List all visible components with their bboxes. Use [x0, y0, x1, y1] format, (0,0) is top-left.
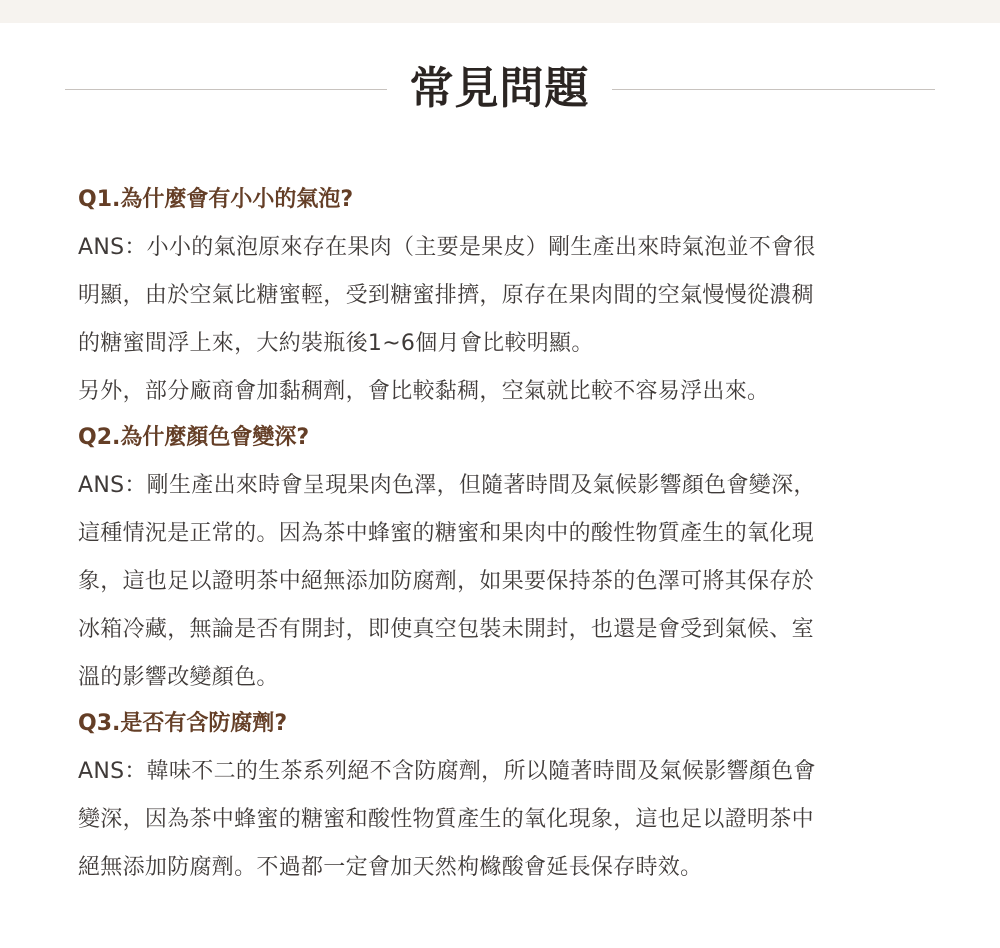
faq-question: Q3.是否有含防腐劑? — [78, 711, 288, 736]
faq-answer-line: ANS：剛生產出來時會呈現果肉色澤，但隨著時間及氣候影響顏色會變深， — [78, 473, 816, 498]
title-divider-right — [612, 89, 935, 90]
top-background-strip — [0, 0, 1000, 23]
faq-question: Q2.為什麼顏色會變深? — [78, 425, 310, 450]
faq-item-2 — [78, 416, 928, 702]
faq-list — [78, 178, 928, 892]
faq-answer-line: 冰箱冷藏，無論是否有開封，即使真空包裝未開封，也還是會受到氣候、室 — [78, 617, 814, 642]
page-title: 常見問題 — [409, 63, 590, 114]
faq-answer-line: 另外，部分廠商會加黏稠劑，會比較黏稠，空氣就比較不容易浮出來。 — [78, 379, 770, 404]
faq-question: Q1.為什麼會有小小的氣泡? — [78, 187, 354, 212]
faq-item-3 — [78, 702, 928, 892]
faq-answer-line: 變深，因為茶中蜂蜜的糖蜜和酸性物質產生的氧化現象，這也足以證明茶中 — [78, 807, 814, 832]
faq-answer-line: 的糖蜜間浮上來，大約裝瓶後1~6個月會比較明顯。 — [78, 331, 594, 356]
faq-answer-line: ANS：韓味不二的生茶系列絕不含防腐劑，所以隨著時間及氣候影響顏色會 — [78, 759, 816, 784]
faq-answer-line: ANS：小小的氣泡原來存在果肉（主要是果皮）剛生產出來時氣泡並不會很 — [78, 235, 816, 260]
faq-answer-line: 溫的影響改變顏色。 — [78, 665, 279, 690]
faq-answer-line: 象，這也足以證明茶中絕無添加防腐劑，如果要保持茶的色澤可將其保存於 — [78, 569, 814, 594]
section-header — [0, 58, 1000, 120]
faq-answer-line: 絕無添加防腐劑。不過都一定會加天然枸櫞酸會延長保存時效。 — [78, 855, 703, 880]
faq-item-1 — [78, 178, 928, 416]
faq-answer-line: 明顯，由於空氣比糖蜜輕，受到糖蜜排擠，原存在果肉間的空氣慢慢從濃稠 — [78, 283, 814, 308]
faq-answer-line: 這種情況是正常的。因為茶中蜂蜜的糖蜜和果肉中的酸性物質產生的氧化現 — [78, 521, 814, 546]
title-divider-left — [65, 89, 387, 90]
